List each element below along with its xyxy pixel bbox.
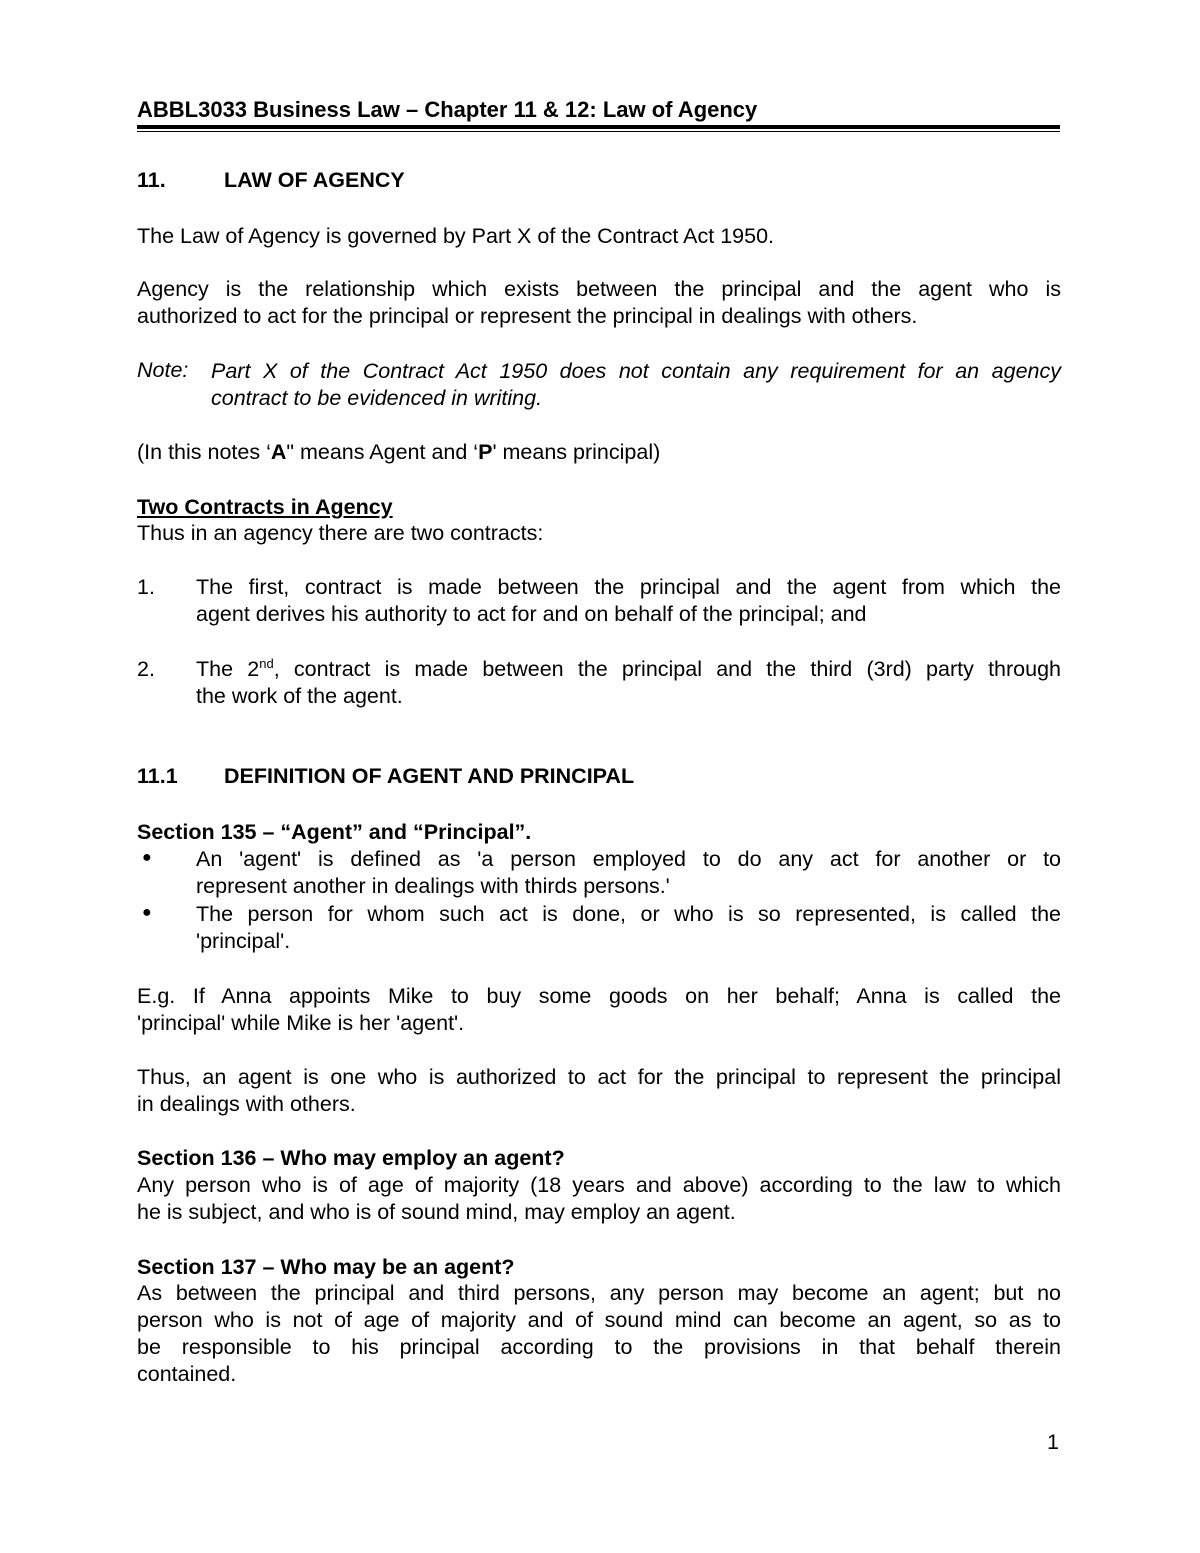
list-item-line: agent derives his authority to act for and on behalf of the principal; and: [196, 602, 867, 626]
legend-agent: A: [270, 440, 287, 464]
bullet-line: The person for whom such act is done, or who is so represented, is called the: [196, 902, 1061, 926]
list-item-line: [196, 656, 1061, 683]
list-item-line: the work of the agent.: [196, 684, 403, 708]
example-line: E.g. If Anna appoints Mike to buy some goods on her behalf; Anna is called the: [137, 984, 1061, 1008]
example-line: 'principal' while Mike is her 'agent'.: [137, 1011, 465, 1035]
paragraph-line: Thus, an agent is one who is authorized to act for the principal to represent the principal: [137, 1065, 1061, 1089]
bullet-line: An 'agent' is defined as 'a person employed to do any act for another or to: [196, 847, 1061, 871]
section-title: LAW OF AGENCY: [224, 168, 405, 192]
note-line: contract to be evidenced in writing.: [211, 386, 543, 410]
section-136-heading: Section 136 – Who may employ an agent?: [137, 1146, 565, 1170]
section-135-heading: Section 135 – “Agent” and “Principal”.: [137, 820, 532, 844]
bullet-line: represent another in dealings with thirds persons.': [196, 874, 670, 898]
legend-principal: P: [478, 440, 493, 464]
paragraph-line: he is subject, and who is of sound mind, may employ an agent.: [137, 1200, 736, 1224]
paragraph-line: As between the principal and third persons, any person may become an agent; but no: [137, 1281, 1061, 1305]
list-item-text: , contract is made between the principal and the third (3rd) party through: [273, 657, 1061, 681]
paragraph-line: person who is not of age of majority and of sound mind can become an agent, so as to: [137, 1308, 1061, 1332]
bullet-icon: ●: [142, 849, 152, 866]
paragraph-line: authorized to act for the principal or represent the principal in dealings with others.: [137, 304, 918, 328]
superscript: nd: [259, 655, 274, 671]
page-number: 1: [1047, 1430, 1059, 1454]
paragraph: Thus in an agency there are two contracts:: [137, 521, 544, 545]
section-title: DEFINITION OF AGENT AND PRINCIPAL: [224, 764, 635, 788]
paragraph-line: Agency is the relationship which exists between the principal and the agent who is: [137, 277, 1061, 301]
paragraph-line: Any person who is of age of majority (18 years and above) according to the law to which: [137, 1173, 1061, 1197]
paragraph-line: be responsible to his principal according to the provisions in that behalf therein: [137, 1335, 1061, 1359]
legend-text: " means Agent and ‘: [286, 440, 479, 464]
abbreviation-legend: [137, 439, 1061, 466]
page-header-title: ABBL3033 Business Law – Chapter 11 & 12: Law of Agency: [137, 97, 758, 122]
header-rule-thin: [137, 131, 1060, 132]
list-item-number: 2.: [137, 657, 155, 681]
legend-text: ' means principal): [492, 440, 661, 464]
section-number: 11.1: [137, 764, 178, 788]
paragraph: The Law of Agency is governed by Part X of the Contract Act 1950.: [137, 224, 775, 248]
subheading-two-contracts: Two Contracts in Agency: [137, 495, 393, 519]
note-line: Part X of the Contract Act 1950 does not contain any requirement for an agency: [211, 359, 1061, 383]
bullet-line: 'principal'.: [196, 929, 291, 953]
paragraph-line: contained.: [137, 1362, 237, 1386]
bullet-icon: ●: [142, 904, 152, 921]
legend-text: (In this notes ‘: [137, 440, 271, 464]
note-label: Note:: [137, 358, 189, 382]
list-item-number: 1.: [137, 575, 155, 599]
section-number: 11.: [137, 168, 166, 192]
list-item-text: The 2: [196, 657, 260, 681]
list-item-line: The first, contract is made between the principal and the agent from which the: [196, 575, 1061, 599]
paragraph-line: in dealings with others.: [137, 1092, 356, 1116]
header-rule-thick: [137, 125, 1060, 129]
section-137-heading: Section 137 – Who may be an agent?: [137, 1255, 515, 1279]
